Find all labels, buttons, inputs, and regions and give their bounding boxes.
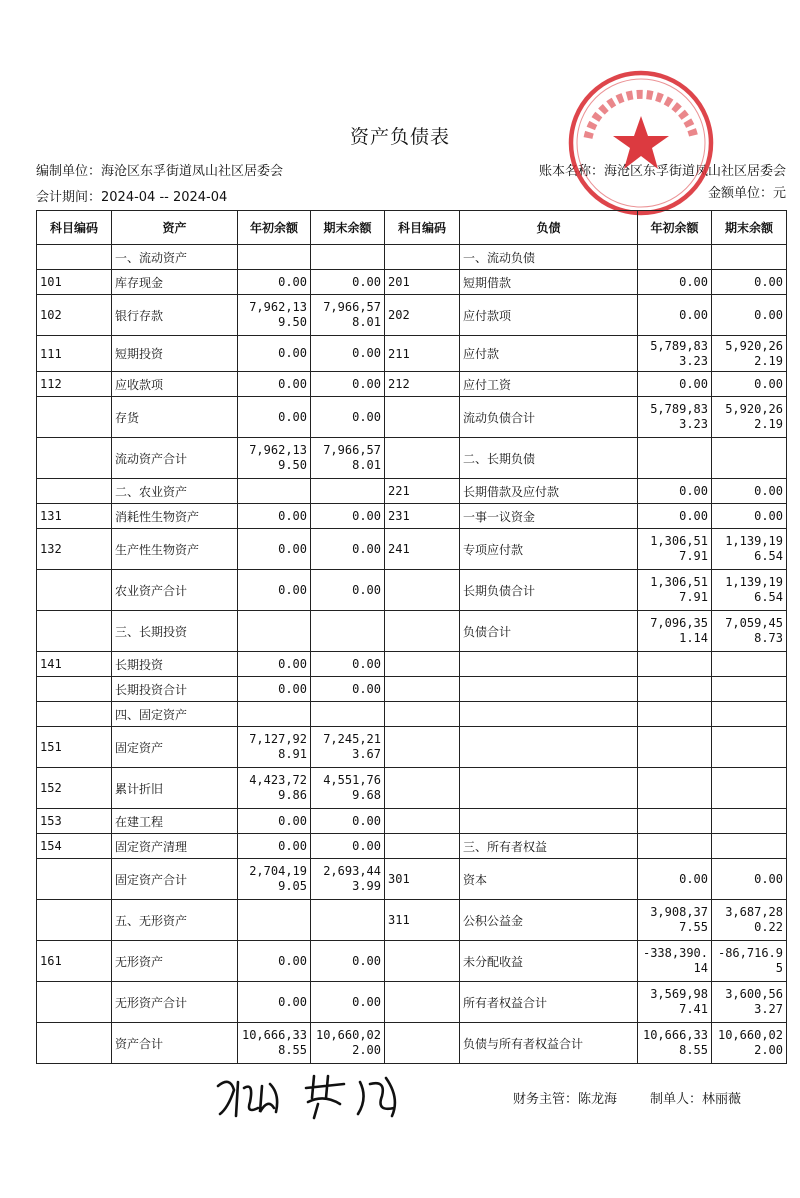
table-row — [37, 611, 787, 652]
handwritten-signature — [210, 1068, 410, 1124]
asset-opening-cell: 7,127,928.91 — [238, 727, 311, 768]
liability-code-cell — [385, 941, 460, 982]
asset-closing-cell: 7,966,578.01 — [311, 438, 385, 479]
table-row — [37, 372, 787, 397]
liability-opening-cell — [638, 834, 712, 859]
liability-name-cell — [460, 727, 638, 768]
asset-name-cell: 生产性生物资产 — [112, 529, 238, 570]
asset-code-cell: 151 — [37, 727, 112, 768]
asset-code-cell — [37, 859, 112, 900]
liability-name-cell: 负债与所有者权益合计 — [460, 1023, 638, 1064]
currency-unit: 金额单位：元 — [707, 186, 786, 201]
liability-name-cell: 长期借款及应付款 — [460, 479, 638, 504]
asset-opening-cell — [238, 479, 311, 504]
liability-closing-cell: 3,600,563.27 — [712, 982, 787, 1023]
liability-code-cell — [385, 768, 460, 809]
liability-name-cell: 应付工资 — [460, 372, 638, 397]
liability-closing-cell: 0.00 — [712, 504, 787, 529]
asset-opening-cell: 0.00 — [238, 504, 311, 529]
liability-closing-cell: 7,059,458.73 — [712, 611, 787, 652]
liability-code-cell — [385, 834, 460, 859]
liability-code-cell — [385, 982, 460, 1023]
liability-opening-cell: 7,096,351.14 — [638, 611, 712, 652]
asset-code-cell — [37, 900, 112, 941]
col-header: 负债 — [460, 211, 638, 245]
official-seal — [566, 68, 716, 218]
liability-name-cell — [460, 768, 638, 809]
asset-code-cell — [37, 397, 112, 438]
asset-code-cell: 154 — [37, 834, 112, 859]
asset-name-cell: 累计折旧 — [112, 768, 238, 809]
asset-code-cell: 141 — [37, 652, 112, 677]
asset-closing-cell — [311, 702, 385, 727]
asset-opening-cell — [238, 611, 311, 652]
asset-opening-cell: 0.00 — [238, 834, 311, 859]
asset-opening-cell: 0.00 — [238, 397, 311, 438]
liability-code-cell: 212 — [385, 372, 460, 397]
compiling-unit: 编制单位：海沧区东孚街道凤山社区居委会 — [36, 164, 284, 179]
liability-code-cell — [385, 611, 460, 652]
asset-name-cell: 长期投资 — [112, 652, 238, 677]
liability-closing-cell: 1,139,196.54 — [712, 529, 787, 570]
asset-code-cell: 132 — [37, 529, 112, 570]
asset-name-cell: 三、长期投资 — [112, 611, 238, 652]
table-row — [37, 677, 787, 702]
liability-opening-cell: 3,908,377.55 — [638, 900, 712, 941]
table-header-row — [37, 211, 787, 245]
asset-opening-cell: 4,423,729.86 — [238, 768, 311, 809]
liability-name-cell — [460, 809, 638, 834]
table-row — [37, 768, 787, 809]
liability-code-cell — [385, 438, 460, 479]
asset-code-cell — [37, 982, 112, 1023]
asset-closing-cell: 0.00 — [311, 652, 385, 677]
liability-opening-cell — [638, 652, 712, 677]
table-body — [37, 245, 787, 1064]
liability-closing-cell: -86,716.95 — [712, 941, 787, 982]
table-row — [37, 809, 787, 834]
asset-code-cell — [37, 611, 112, 652]
liability-name-cell: 三、所有者权益 — [460, 834, 638, 859]
liability-closing-cell — [712, 768, 787, 809]
liability-code-cell — [385, 809, 460, 834]
table-row — [37, 1023, 787, 1064]
report-title: 资产负债表 — [349, 126, 450, 148]
asset-name-cell: 固定资产合计 — [112, 859, 238, 900]
liability-name-cell: 短期借款 — [460, 270, 638, 295]
liability-closing-cell: 0.00 — [712, 859, 787, 900]
liability-name-cell: 流动负债合计 — [460, 397, 638, 438]
asset-name-cell: 五、无形资产 — [112, 900, 238, 941]
asset-opening-cell — [238, 900, 311, 941]
asset-closing-cell — [311, 245, 385, 270]
asset-code-cell: 102 — [37, 295, 112, 336]
asset-closing-cell: 0.00 — [311, 570, 385, 611]
table-row — [37, 941, 787, 982]
asset-code-cell — [37, 438, 112, 479]
liability-name-cell: 一事一议资金 — [460, 504, 638, 529]
asset-closing-cell: 10,660,022.00 — [311, 1023, 385, 1064]
asset-opening-cell: 0.00 — [238, 941, 311, 982]
asset-opening-cell: 0.00 — [238, 270, 311, 295]
asset-code-cell: 112 — [37, 372, 112, 397]
asset-name-cell: 二、农业资产 — [112, 479, 238, 504]
liability-name-cell — [460, 652, 638, 677]
liability-opening-cell: 0.00 — [638, 859, 712, 900]
table-row — [37, 529, 787, 570]
liability-opening-cell — [638, 677, 712, 702]
table-row — [37, 982, 787, 1023]
liability-opening-cell: 5,789,833.23 — [638, 397, 712, 438]
liability-opening-cell: 3,569,987.41 — [638, 982, 712, 1023]
liability-opening-cell: 0.00 — [638, 270, 712, 295]
asset-name-cell: 无形资产 — [112, 941, 238, 982]
balance-sheet-table — [36, 210, 787, 1064]
col-header: 期末余额 — [311, 211, 385, 245]
table-row — [37, 652, 787, 677]
asset-opening-cell — [238, 245, 311, 270]
liability-name-cell: 所有者权益合计 — [460, 982, 638, 1023]
col-header: 资产 — [112, 211, 238, 245]
liability-code-cell — [385, 570, 460, 611]
liability-name-cell: 资本 — [460, 859, 638, 900]
liability-closing-cell: 3,687,280.22 — [712, 900, 787, 941]
liability-opening-cell: 1,306,517.91 — [638, 570, 712, 611]
liability-closing-cell — [712, 677, 787, 702]
liability-opening-cell: 0.00 — [638, 479, 712, 504]
liability-code-cell — [385, 702, 460, 727]
liability-name-cell: 二、长期负债 — [460, 438, 638, 479]
asset-closing-cell: 4,551,769.68 — [311, 768, 385, 809]
asset-closing-cell: 0.00 — [311, 336, 385, 372]
table-row — [37, 834, 787, 859]
liability-closing-cell: 0.00 — [712, 295, 787, 336]
asset-code-cell: 161 — [37, 941, 112, 982]
liability-name-cell: 应付款项 — [460, 295, 638, 336]
asset-opening-cell: 0.00 — [238, 982, 311, 1023]
table-row — [37, 727, 787, 768]
accounting-period: 会计期间：2024-04 -- 2024-04 — [36, 190, 228, 205]
asset-name-cell: 消耗性生物资产 — [112, 504, 238, 529]
asset-closing-cell: 0.00 — [311, 529, 385, 570]
finance-head: 财务主管：陈龙海 — [513, 1092, 618, 1107]
asset-closing-cell: 0.00 — [311, 941, 385, 982]
liability-opening-cell: -338,390.14 — [638, 941, 712, 982]
asset-code-cell: 152 — [37, 768, 112, 809]
table-row — [37, 859, 787, 900]
asset-code-cell — [37, 1023, 112, 1064]
liability-name-cell: 负债合计 — [460, 611, 638, 652]
liability-opening-cell — [638, 727, 712, 768]
liability-code-cell — [385, 652, 460, 677]
liability-closing-cell: 0.00 — [712, 372, 787, 397]
asset-name-cell: 资产合计 — [112, 1023, 238, 1064]
liability-code-cell: 311 — [385, 900, 460, 941]
liability-closing-cell: 0.00 — [712, 479, 787, 504]
asset-closing-cell: 0.00 — [311, 834, 385, 859]
asset-closing-cell — [311, 900, 385, 941]
asset-code-cell: 153 — [37, 809, 112, 834]
liability-code-cell: 221 — [385, 479, 460, 504]
liability-closing-cell — [712, 652, 787, 677]
asset-name-cell: 银行存款 — [112, 295, 238, 336]
asset-opening-cell: 0.00 — [238, 529, 311, 570]
liability-code-cell: 201 — [385, 270, 460, 295]
asset-opening-cell: 0.00 — [238, 652, 311, 677]
asset-opening-cell: 0.00 — [238, 570, 311, 611]
asset-name-cell: 应收款项 — [112, 372, 238, 397]
asset-name-cell: 库存现金 — [112, 270, 238, 295]
asset-closing-cell: 0.00 — [311, 270, 385, 295]
liability-opening-cell: 1,306,517.91 — [638, 529, 712, 570]
liability-name-cell: 应付款 — [460, 336, 638, 372]
asset-name-cell: 存货 — [112, 397, 238, 438]
asset-code-cell — [37, 479, 112, 504]
asset-code-cell — [37, 677, 112, 702]
preparer: 制单人：林丽薇 — [650, 1092, 742, 1107]
asset-opening-cell: 7,962,139.50 — [238, 295, 311, 336]
table-row — [37, 900, 787, 941]
table-row — [37, 702, 787, 727]
table-row — [37, 245, 787, 270]
asset-opening-cell: 10,666,338.55 — [238, 1023, 311, 1064]
liability-name-cell: 一、流动负债 — [460, 245, 638, 270]
liability-name-cell — [460, 677, 638, 702]
col-header: 科目编码 — [385, 211, 460, 245]
liability-name-cell: 未分配收益 — [460, 941, 638, 982]
liability-opening-cell: 5,789,833.23 — [638, 336, 712, 372]
asset-name-cell: 一、流动资产 — [112, 245, 238, 270]
asset-name-cell: 四、固定资产 — [112, 702, 238, 727]
asset-closing-cell — [311, 479, 385, 504]
liability-closing-cell — [712, 245, 787, 270]
liability-closing-cell — [712, 438, 787, 479]
liability-code-cell — [385, 397, 460, 438]
table-row — [37, 570, 787, 611]
liability-closing-cell: 0.00 — [712, 270, 787, 295]
asset-code-cell: 101 — [37, 270, 112, 295]
liability-code-cell: 241 — [385, 529, 460, 570]
asset-name-cell: 农业资产合计 — [112, 570, 238, 611]
liability-opening-cell: 0.00 — [638, 372, 712, 397]
table-row — [37, 270, 787, 295]
liability-opening-cell: 10,666,338.55 — [638, 1023, 712, 1064]
asset-closing-cell: 2,693,443.99 — [311, 859, 385, 900]
liability-closing-cell — [712, 834, 787, 859]
asset-name-cell: 在建工程 — [112, 809, 238, 834]
table-row — [37, 295, 787, 336]
table-row — [37, 504, 787, 529]
liability-name-cell: 公积公益金 — [460, 900, 638, 941]
table-row — [37, 438, 787, 479]
liability-closing-cell: 1,139,196.54 — [712, 570, 787, 611]
liability-opening-cell — [638, 809, 712, 834]
table-row — [37, 397, 787, 438]
asset-code-cell — [37, 702, 112, 727]
asset-opening-cell: 0.00 — [238, 372, 311, 397]
asset-name-cell: 固定资产 — [112, 727, 238, 768]
asset-closing-cell: 0.00 — [311, 677, 385, 702]
asset-opening-cell: 0.00 — [238, 336, 311, 372]
liability-code-cell — [385, 677, 460, 702]
liability-opening-cell — [638, 438, 712, 479]
asset-closing-cell: 7,245,213.67 — [311, 727, 385, 768]
liability-closing-cell: 10,660,022.00 — [712, 1023, 787, 1064]
asset-opening-cell — [238, 702, 311, 727]
asset-closing-cell: 7,966,578.01 — [311, 295, 385, 336]
liability-name-cell — [460, 702, 638, 727]
liability-code-cell: 211 — [385, 336, 460, 372]
liability-closing-cell: 5,920,262.19 — [712, 336, 787, 372]
liability-closing-cell — [712, 727, 787, 768]
asset-opening-cell: 7,962,139.50 — [238, 438, 311, 479]
liability-code-cell: 231 — [385, 504, 460, 529]
liability-opening-cell: 0.00 — [638, 504, 712, 529]
asset-code-cell — [37, 570, 112, 611]
asset-opening-cell: 0.00 — [238, 809, 311, 834]
asset-closing-cell: 0.00 — [311, 372, 385, 397]
asset-opening-cell: 2,704,199.05 — [238, 859, 311, 900]
liability-name-cell: 长期负债合计 — [460, 570, 638, 611]
asset-name-cell: 流动资产合计 — [112, 438, 238, 479]
liability-closing-cell — [712, 809, 787, 834]
asset-name-cell: 短期投资 — [112, 336, 238, 372]
table-row — [37, 336, 787, 372]
liability-name-cell: 专项应付款 — [460, 529, 638, 570]
liability-opening-cell: 0.00 — [638, 295, 712, 336]
liability-code-cell — [385, 245, 460, 270]
asset-name-cell: 长期投资合计 — [112, 677, 238, 702]
col-header: 年初余额 — [238, 211, 311, 245]
table-row — [37, 479, 787, 504]
asset-code-cell — [37, 245, 112, 270]
ledger-name: 账本名称：海沧区东孚街道凤山社区居委会 — [538, 164, 786, 179]
col-header: 期末余额 — [712, 211, 787, 245]
col-header: 科目编码 — [37, 211, 112, 245]
asset-closing-cell: 0.00 — [311, 397, 385, 438]
liability-code-cell — [385, 1023, 460, 1064]
liability-closing-cell — [712, 702, 787, 727]
liability-opening-cell — [638, 245, 712, 270]
asset-closing-cell: 0.00 — [311, 809, 385, 834]
asset-closing-cell: 0.00 — [311, 982, 385, 1023]
asset-code-cell: 131 — [37, 504, 112, 529]
asset-opening-cell: 0.00 — [238, 677, 311, 702]
liability-opening-cell — [638, 702, 712, 727]
liability-code-cell: 301 — [385, 859, 460, 900]
asset-name-cell: 固定资产清理 — [112, 834, 238, 859]
liability-code-cell — [385, 727, 460, 768]
asset-name-cell: 无形资产合计 — [112, 982, 238, 1023]
asset-code-cell: 111 — [37, 336, 112, 372]
liability-code-cell: 202 — [385, 295, 460, 336]
liability-closing-cell: 5,920,262.19 — [712, 397, 787, 438]
liability-opening-cell — [638, 768, 712, 809]
asset-closing-cell: 0.00 — [311, 504, 385, 529]
asset-closing-cell — [311, 611, 385, 652]
col-header: 年初余额 — [638, 211, 712, 245]
